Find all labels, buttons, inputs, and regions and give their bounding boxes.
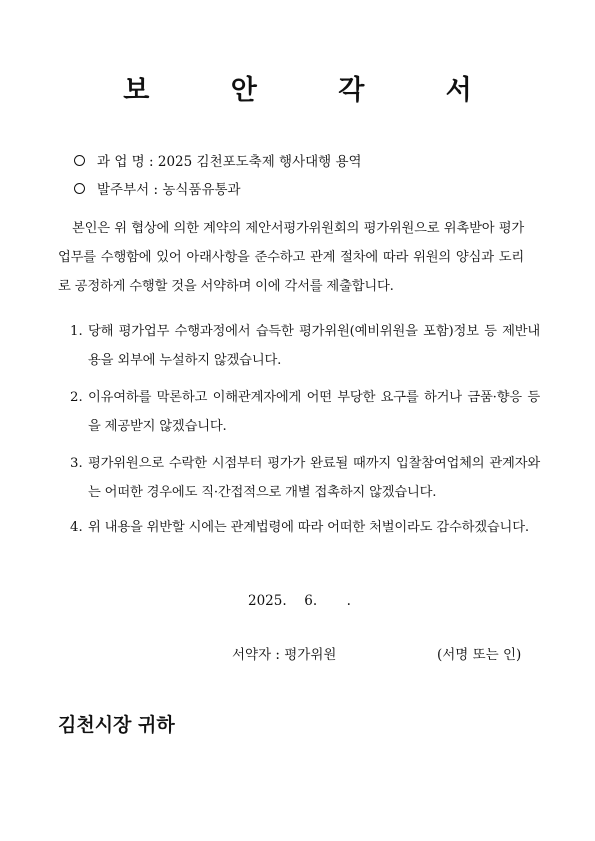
project-label: 과 업 명	[97, 154, 145, 170]
date-month: 6.	[304, 593, 318, 609]
circle-bullet-icon	[74, 183, 85, 194]
circle-bullet-icon	[74, 155, 85, 166]
date-day: .	[346, 593, 351, 609]
item-text: 평가위원으로 수락한 시점부터 평가가 완료될 때까지 입찰참여업체의 관계자와는 어떠한 경우에도 직·간접적으로 개별 접촉하지 않겠습니다.	[88, 456, 540, 500]
signer-label: 서약자 : 평가위원	[232, 647, 337, 663]
intro-paragraph: 본인은 위 협상에 의한 계약의 제안서평가위원회의 평가위원으로 위촉받아 평가업무를 수행함에 있어 아래사항을 준수하고 관계 절차에 따라 위원의 양심과 도리로 공정하게 수행할 것을 서약하며 이에 각서를 제출합니다.	[58, 221, 524, 294]
item-number: 1.	[70, 324, 83, 339]
pledge-item	[70, 449, 540, 507]
item-number: 3.	[70, 456, 83, 471]
department-info-line	[74, 178, 241, 198]
pledge-item	[70, 383, 540, 441]
addressee: 김천시장 귀하	[58, 714, 175, 736]
signature-line	[232, 643, 522, 663]
item-text: 당해 평가업무 수행과정에서 습득한 평가위원(예비위원을 포함)정보 등 제반내용을 외부에 누설하지 않겠습니다.	[88, 324, 540, 368]
pledge-item	[70, 513, 540, 542]
project-info-line	[74, 150, 362, 170]
item-number: 2.	[70, 390, 83, 405]
pledge-date	[248, 593, 351, 609]
item-text: 위 내용을 위반할 시에는 관계법령에 따라 어떠한 처벌이라도 감수하겠습니다.	[88, 520, 529, 535]
item-number: 4.	[70, 520, 83, 535]
project-value: 2025 김천포도축제 행사대행 용역	[157, 154, 362, 170]
date-year: 2025.	[248, 593, 287, 609]
pledge-item	[70, 317, 540, 375]
document-title: 보 안 각 서	[123, 75, 508, 106]
signature-placeholder: (서명 또는 인)	[437, 647, 522, 663]
department-label: 발주부서	[97, 182, 150, 198]
item-text: 이유여하를 막론하고 이해관계자에게 어떤 부당한 요구를 하거나 금품·향응 등을 제공받지 않겠습니다.	[88, 390, 540, 434]
separator: :	[153, 182, 159, 198]
department-value: 농식품유통과	[162, 182, 241, 198]
separator: :	[149, 154, 154, 170]
